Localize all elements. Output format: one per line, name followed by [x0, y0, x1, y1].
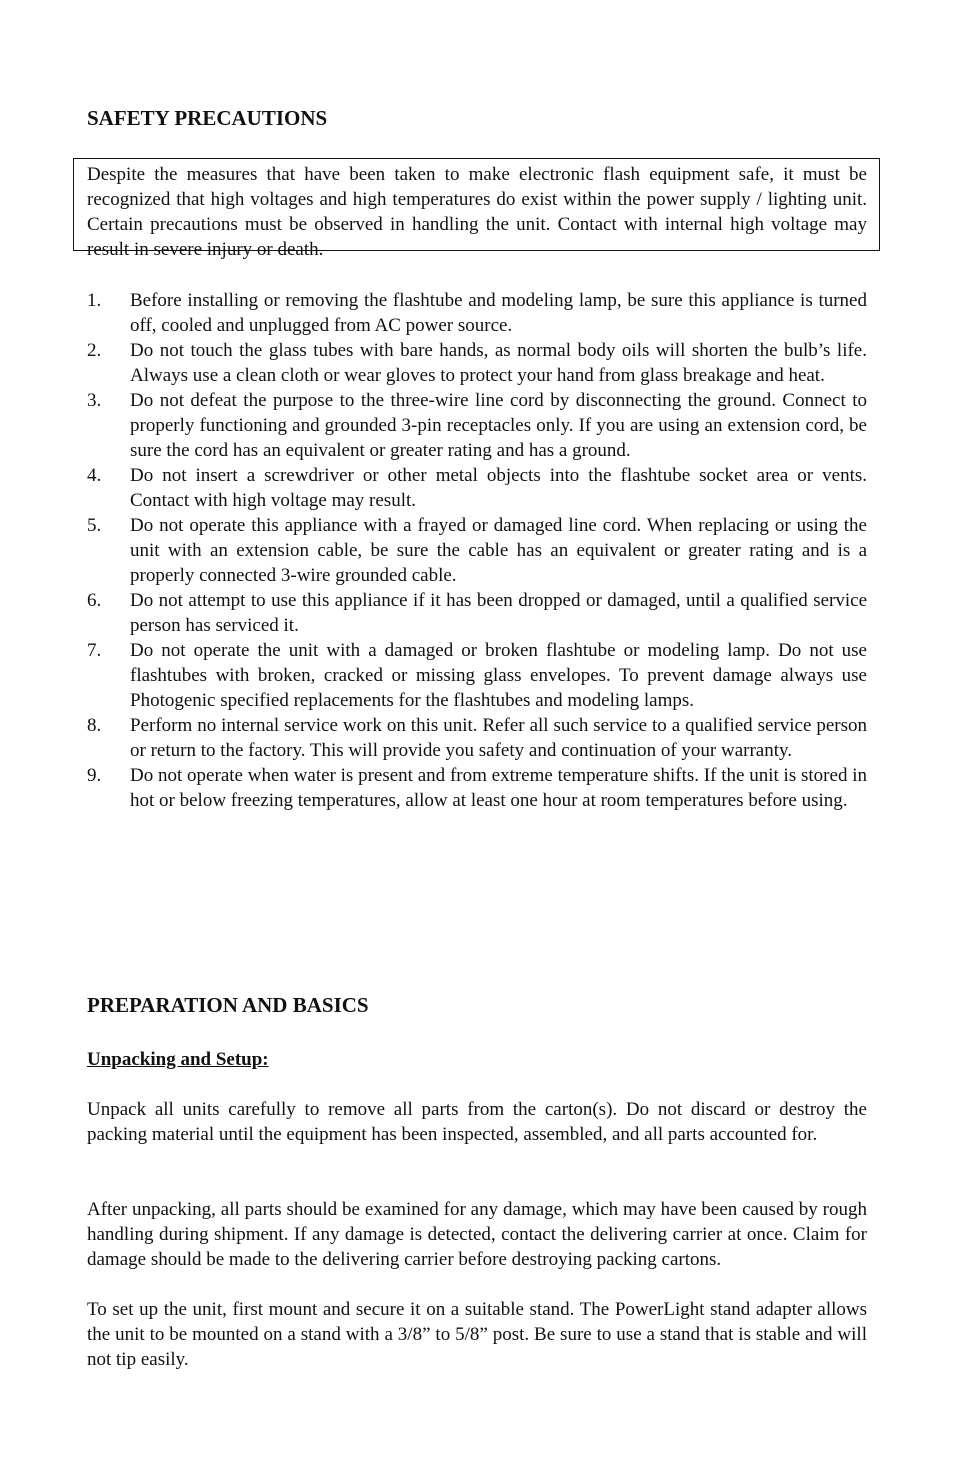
list-item: [87, 463, 867, 513]
list-item-number: 4.: [87, 465, 102, 486]
list-item-text: Do not defeat the purpose to the three-wire line cord by disconnecting the ground. Connect to properly functioning and grounded 3-pin receptacles only. If you are using an extension cord, be sure the cord has an equivalent or greater rating and has a ground.: [130, 390, 867, 461]
list-item: [87, 288, 867, 338]
list-item-text: Before installing or removing the flashtube and modeling lamp, be sure this appliance is turned off, cooled and unplugged from AC power source.: [130, 290, 867, 336]
list-item: [87, 388, 867, 463]
list-item-text: Perform no internal service work on this unit. Refer all such service to a qualified service person or return to the factory. This will provide you safety and continuation of your warranty.: [130, 715, 867, 761]
list-item-number: 6.: [87, 590, 102, 611]
list-item-number: 1.: [87, 290, 102, 311]
list-item-number: 7.: [87, 640, 102, 661]
list-item-number: 9.: [87, 765, 102, 786]
list-item: [87, 588, 867, 638]
list-item: [87, 713, 867, 763]
unpacking-subheading: Unpacking and Setup:: [87, 1049, 269, 1070]
warning-box: Despite the measures that have been taken to make electronic flash equipment safe, it must be recognized that high voltages and high temperatures do exist within the power supply / lighting unit. Certain precautions must be observed in handling the unit. Contact with internal high voltage may result in severe injury or death.: [73, 158, 880, 251]
list-item-text: Do not attempt to use this appliance if it has been dropped or damaged, until a qualified service person has serviced it.: [130, 590, 867, 636]
safety-heading: SAFETY PRECAUTIONS: [87, 106, 328, 130]
setup-paragraph: To set up the unit, first mount and secure it on a suitable stand. The PowerLight stand adapter allows the unit to be mounted on a stand with a 3/8” to 5/8” post. Be sure to use a stand that is stable and will not tip easily.: [87, 1299, 867, 1370]
list-item-number: 5.: [87, 515, 102, 536]
list-item-text: Do not operate when water is present and from extreme temperature shifts. If the unit is stored in hot or below freezing temperatures, allow at least one hour at room temperatures before using.: [130, 765, 867, 811]
safety-precautions-list: [87, 288, 867, 813]
list-item-text: Do not operate this appliance with a frayed or damaged line cord. When replacing or using the unit with an extension cable, be sure the cable has an equivalent or greater rating and is a properly connected 3-wire grounded cable.: [130, 515, 867, 586]
list-item-text: Do not operate the unit with a damaged or broken flashtube or modeling lamp. Do not use flashtubes with broken, cracked or missing glass envelopes. To prevent damage always use Photogenic specified replacements for the flashtubes and modeling lamps.: [130, 640, 867, 711]
list-item: [87, 638, 867, 713]
preparation-heading: PREPARATION AND BASICS: [87, 993, 369, 1017]
unpacking-paragraph: Unpack all units carefully to remove all parts from the carton(s). Do not discard or destroy the packing material until the equipment has been inspected, assembled, and all parts accounted for.: [87, 1099, 867, 1145]
list-item-text: Do not insert a screwdriver or other metal objects into the flashtube socket area or vents. Contact with high voltage may result.: [130, 465, 867, 511]
inspection-paragraph: After unpacking, all parts should be examined for any damage, which may have been caused by rough handling during shipment. If any damage is detected, contact the delivering carrier at once. Claim for damage should be made to the delivering carrier before destroying packing cartons.: [87, 1199, 867, 1270]
list-item: [87, 513, 867, 588]
list-item-text: Do not touch the glass tubes with bare hands, as normal body oils will shorten the bulb’s life. Always use a clean cloth or wear gloves to protect your hand from glass breakage and heat.: [130, 340, 867, 386]
list-item-number: 2.: [87, 340, 102, 361]
list-item: [87, 763, 867, 813]
list-item-number: 8.: [87, 715, 102, 736]
list-item-number: 3.: [87, 390, 102, 411]
list-item: [87, 338, 867, 388]
